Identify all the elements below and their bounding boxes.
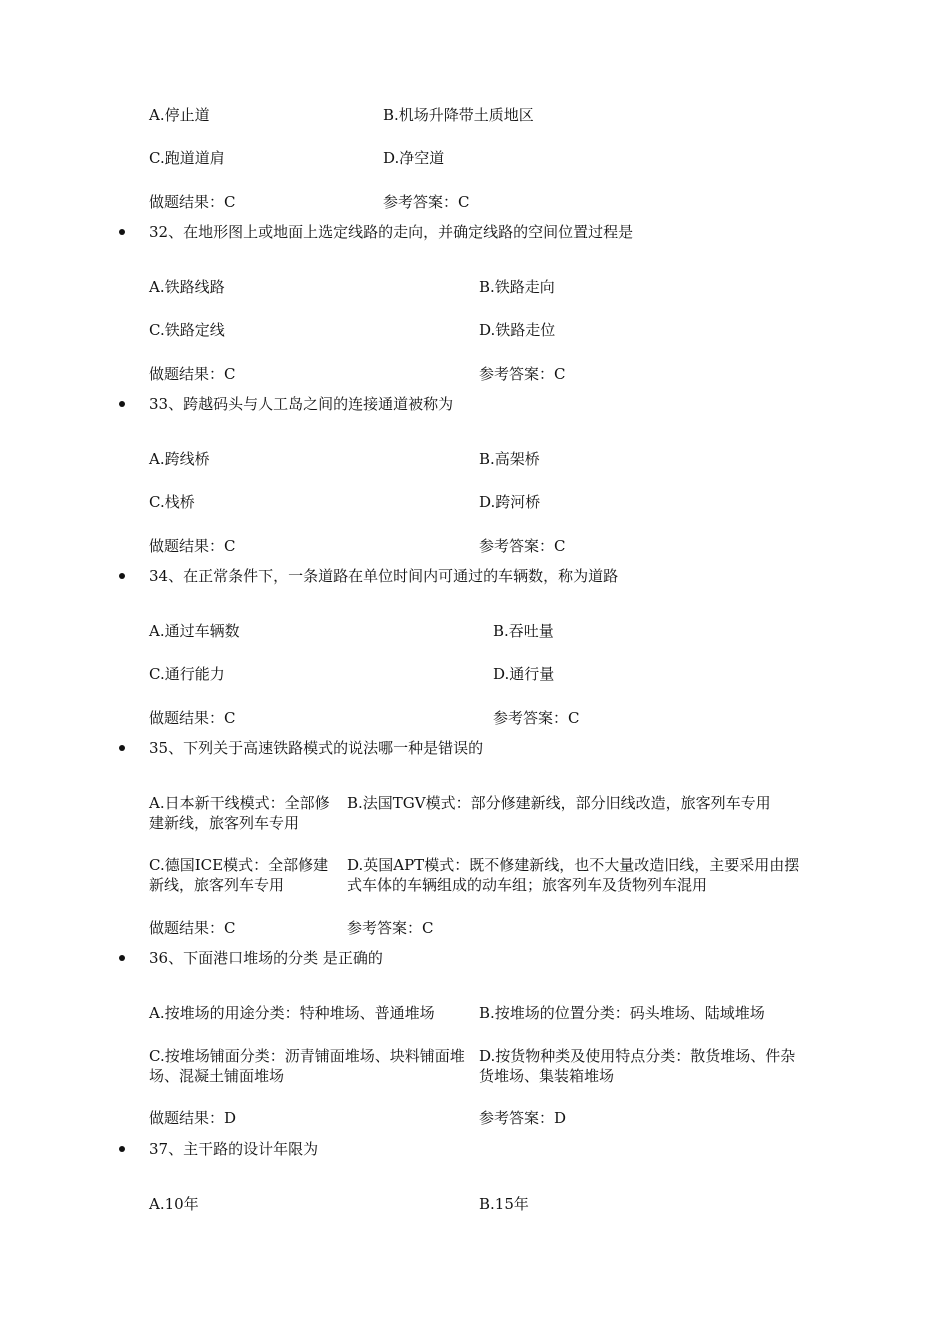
bullet-icon (119, 745, 125, 751)
q33-option-b: B.高架桥 (479, 450, 540, 468)
q33-option-c: C.栈桥 (149, 493, 195, 511)
q35-option-b: B.法国TGV模式：部分修建新线，部分旧线改造，旅客列车专用 (347, 794, 771, 812)
q35-question: 35、下列关于高速铁路模式的说法哪一种是错误的 (149, 739, 484, 757)
q31-option-c: C.跑道道肩 (149, 149, 225, 167)
bullet-icon (119, 573, 125, 579)
q33-option-a: A.跨线桥 (149, 450, 210, 468)
q33-option-d: D.跨河桥 (479, 493, 541, 511)
q34-option-c: C.通行能力 (149, 665, 225, 683)
q36-result: 做题结果：D (149, 1109, 237, 1127)
q31-answer: 参考答案：C (383, 193, 470, 211)
q36-question: 36、下面港口堆场的分类 是正确的 (149, 949, 383, 967)
bullet-icon (119, 1146, 125, 1152)
bullet-icon (119, 401, 125, 407)
q33-question: 33、跨越码头与人工岛之间的连接通道被称为 (149, 395, 454, 413)
q36-option-d: D.按货物种类及使用特点分类：散货堆场、件杂货堆场、集装箱堆场 (479, 1047, 796, 1085)
bullet-icon (119, 955, 125, 961)
q36-answer: 参考答案：D (479, 1109, 567, 1127)
q32-option-d: D.铁路走位 (479, 321, 556, 339)
q34-option-a: A.通过车辆数 (149, 622, 240, 640)
q34-option-d: D.通行量 (493, 665, 555, 683)
q34-question: 34、在正常条件下，一条道路在单位时间内可通过的车辆数，称为道路 (149, 567, 619, 585)
q31-result: 做题结果：C (149, 193, 236, 211)
q34-answer: 参考答案：C (493, 709, 580, 727)
q35-option-c: C.德国ICE模式：全部修建新线，旅客列车专用 (149, 856, 329, 894)
q31-option-d: D.净空道 (383, 149, 445, 167)
q32-result: 做题结果：C (149, 365, 236, 383)
q32-question: 32、在地形图上或地面上选定线路的走向，并确定线路的空间位置过程是 (149, 223, 634, 241)
q31-option-b: B.机场升降带土质地区 (383, 106, 534, 124)
q35-result: 做题结果：C (149, 919, 236, 937)
q32-answer: 参考答案：C (479, 365, 566, 383)
q37-question: 37、主干路的设计年限为 (149, 1140, 319, 1158)
q33-answer: 参考答案：C (479, 537, 566, 555)
q31-option-a: A.停止道 (149, 106, 210, 124)
q37-option-a: A.10年 (149, 1195, 199, 1213)
q32-option-c: C.铁路定线 (149, 321, 225, 339)
q35-option-a: A.日本新干线模式：全部修建新线，旅客列车专用 (149, 794, 330, 832)
q35-option-d: D.英国APT模式：既不修建新线，也不大量改造旧线，主要采用由摆式车体的车辆组成的动车组；旅客列车及货物列车混用 (347, 856, 800, 894)
q34-option-b: B.吞吐量 (493, 622, 554, 640)
q36-option-a: A.按堆场的用途分类：特种堆场、普通堆场 (149, 1004, 435, 1022)
q36-option-b: B.按堆场的位置分类：码头堆场、陆域堆场 (479, 1004, 765, 1022)
q32-option-a: A.铁路线路 (149, 278, 225, 296)
q37-option-b: B.15年 (479, 1195, 529, 1213)
q35-answer: 参考答案：C (347, 919, 434, 937)
q36-option-c: C.按堆场铺面分类：沥青铺面堆场、块料铺面堆场、混凝土铺面堆场 (149, 1047, 465, 1085)
q32-option-b: B.铁路走向 (479, 278, 555, 296)
q34-result: 做题结果：C (149, 709, 236, 727)
bullet-icon (119, 229, 125, 235)
q33-result: 做题结果：C (149, 537, 236, 555)
